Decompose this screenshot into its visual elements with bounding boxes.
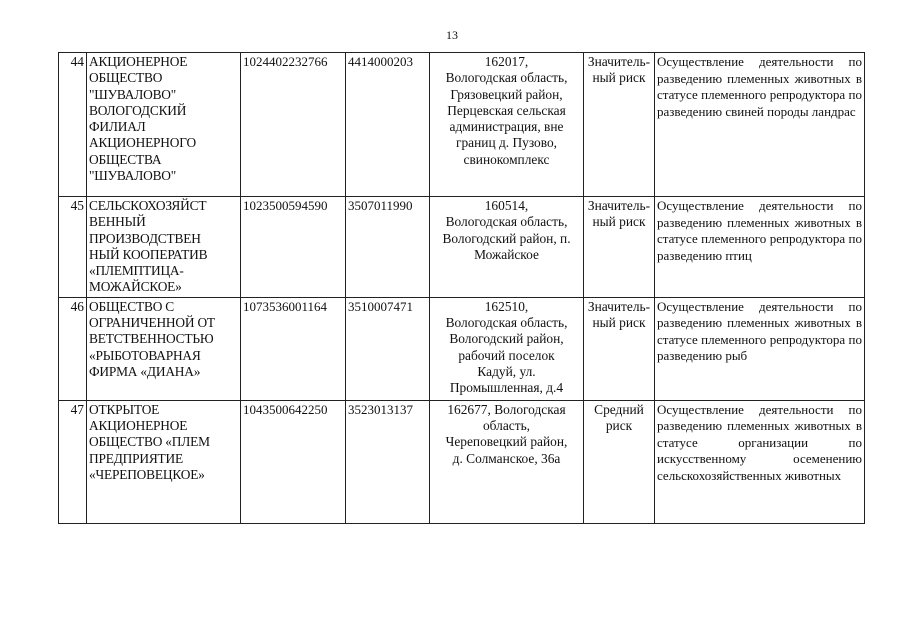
address-line: Вологодский район,	[449, 331, 564, 347]
inn-cell: 3507011990	[346, 197, 430, 298]
name-line: ВЕТСТВЕННОСТЬЮ	[89, 331, 214, 347]
name-line: ВЕННЫЙ	[89, 214, 146, 230]
page-number: 13	[446, 28, 458, 42]
activity-cell: Осуществление деятельности по разведению племенных животных в статусе племенного репродуктора по разведению птиц	[655, 197, 865, 298]
organization-name	[87, 53, 241, 197]
table-row	[59, 400, 865, 523]
address-cell	[430, 197, 584, 298]
organization-name	[87, 197, 241, 298]
address-line: администрация, вне	[449, 119, 564, 135]
risk-line: ный риск	[592, 70, 646, 86]
address-line: 162017,	[484, 54, 529, 69]
row-number: 47	[59, 400, 87, 523]
address-line: 160514,	[484, 198, 529, 213]
risk-category	[584, 400, 655, 523]
ogrn-cell: 1024402232766	[241, 53, 346, 197]
address-line: Вологодская область,	[445, 70, 568, 86]
name-line: ОБЩЕСТВО С	[89, 298, 175, 314]
name-line: «ЧЕРЕПОВЕЦКОЕ»	[89, 466, 205, 482]
name-line: ОГРАНИЧЕННОЙ ОТ	[89, 315, 215, 331]
name-line: НЫЙ КООПЕРАТИВ	[89, 246, 208, 262]
name-line: АКЦИОНЕРНОЕ	[89, 54, 188, 69]
address-line: д. Солманское, 36а	[452, 450, 561, 466]
name-line: «ПЛЕМПТИЦА-	[89, 263, 184, 279]
risk-line: риск	[605, 418, 633, 434]
address-line: рабочий поселок	[458, 347, 555, 363]
activity-cell: Осуществление деятельности по разведению племенных животных в статусе организации по искусственному осеменению сельскохозяйственных животных	[655, 400, 865, 523]
address-line: 162510,	[484, 298, 529, 314]
name-line: ПРОИЗВОДСТВЕН	[89, 230, 201, 246]
name-line: СЕЛЬСКОХОЗЯЙСТ	[89, 198, 207, 213]
registry-table	[58, 52, 865, 524]
risk-category	[584, 53, 655, 197]
address-cell	[430, 400, 584, 523]
activity-cell: Осуществление деятельности по разведению племенных животных в статусе племенного репродуктора по разведению свиней породы ландрас	[655, 53, 865, 197]
table-row	[59, 297, 865, 400]
address-line: Череповецкий район,	[445, 434, 568, 450]
name-line: ФИЛИАЛ	[89, 119, 146, 135]
address-line: Можайское	[474, 246, 539, 262]
name-line: "ШУВАЛОВО"	[89, 86, 177, 102]
address-line: Грязовецкий район,	[450, 86, 563, 102]
organization-name	[87, 297, 241, 400]
table-row	[59, 53, 865, 197]
address-line: Вологодская область,	[445, 315, 568, 331]
name-line: "ШУВАЛОВО"	[89, 168, 177, 184]
address-line: границ д. Пузово,	[455, 135, 558, 151]
address-line: Вологодская область,	[445, 214, 568, 230]
name-line: ВОЛОГОДСКИЙ	[89, 102, 187, 118]
address-line: 162677, Вологодская	[447, 401, 566, 417]
address-line: Перцевская сельская	[447, 102, 566, 118]
table-row	[59, 197, 865, 298]
risk-line: Значитель-	[587, 298, 651, 314]
risk-line: Значитель-	[587, 54, 651, 69]
address-cell	[430, 53, 584, 197]
ogrn-cell: 1043500642250	[241, 400, 346, 523]
name-line: ОБЩЕСТВО	[89, 70, 163, 86]
address-line: Вологодский район, п.	[442, 230, 571, 246]
address-line: свинокомплекс	[463, 151, 550, 167]
risk-line: ный риск	[592, 315, 646, 331]
name-line: «РЫБОТОВАРНАЯ	[89, 347, 201, 363]
address-cell	[430, 297, 584, 400]
inn-cell: 3510007471	[346, 297, 430, 400]
address-line: Кадуй, ул.	[477, 363, 536, 379]
inn-cell: 3523013137	[346, 400, 430, 523]
row-number: 46	[59, 297, 87, 400]
ogrn-cell: 1023500594590	[241, 197, 346, 298]
risk-line: Значитель-	[587, 198, 651, 213]
ogrn-cell: 1073536001164	[241, 297, 346, 400]
name-line: АКЦИОНЕРНОЕ	[89, 418, 188, 434]
risk-category	[584, 197, 655, 298]
name-line: ПРЕДПРИЯТИЕ	[89, 450, 183, 466]
row-number: 44	[59, 53, 87, 197]
address-line: Промышленная, д.4	[449, 380, 564, 396]
name-line: ФИРМА «ДИАНА»	[89, 363, 201, 379]
risk-line: ный риск	[592, 214, 646, 230]
organization-name	[87, 400, 241, 523]
name-line: МОЖАЙСКОЕ»	[89, 279, 182, 295]
risk-category	[584, 297, 655, 400]
risk-line: Средний	[594, 401, 644, 417]
activity-cell: Осуществление деятельности по разведению племенных животных в статусе племенного репродуктора по разведению рыб	[655, 297, 865, 400]
inn-cell: 4414000203	[346, 53, 430, 197]
row-number: 45	[59, 197, 87, 298]
name-line: ОТКРЫТОЕ	[89, 401, 160, 417]
name-line: ОБЩЕСТВО «ПЛЕМ	[89, 434, 210, 450]
address-line: область,	[482, 418, 531, 434]
name-line: АКЦИОНЕРНОГО	[89, 135, 196, 151]
name-line: ОБЩЕСТВА	[89, 151, 162, 167]
